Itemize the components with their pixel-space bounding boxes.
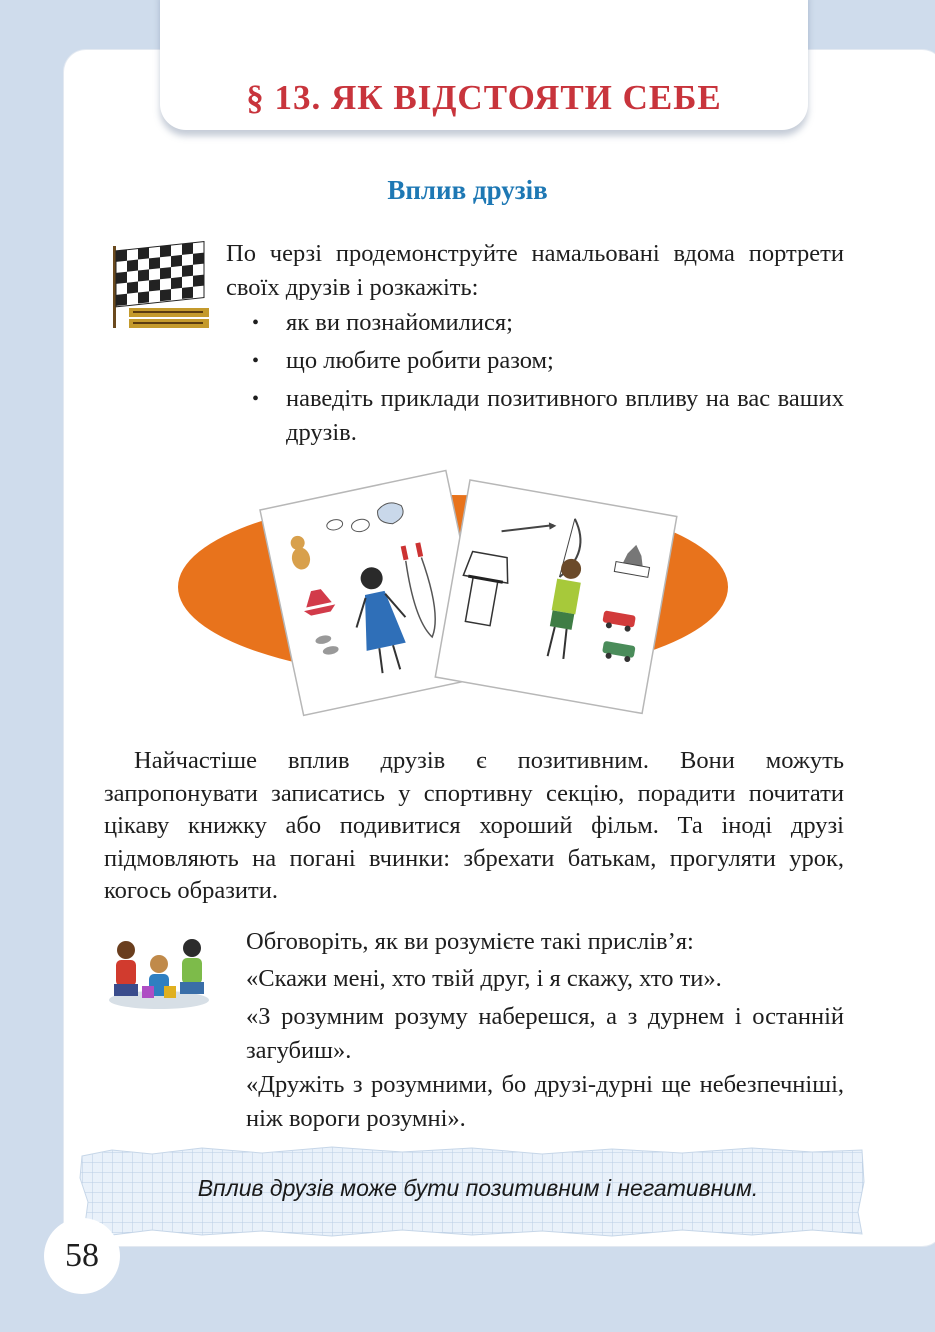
intro-bullet-list	[252, 306, 844, 454]
bullet-item: • наведіть приклади позитивного впливу на вас ваших друзів.	[252, 382, 844, 450]
checkered-flag-icon	[105, 240, 213, 335]
section-subtitle: Вплив друзів	[387, 175, 548, 205]
bullet-item: • як ви познайомилися;	[252, 306, 844, 340]
main-paragraph: Найчастіше вплив друзів є позитивним. Вони можуть запропонувати записатись у спортивну секцію, порадити почитати цікаву книжку або подивитися хороший фільм. Та іноді друзі підмовляють на погані вчинки: збрехати батькам, прогуляти урок, когось образити.	[104, 747, 844, 904]
page-number: 58	[44, 1218, 120, 1294]
bullet-item: • що любите робити разом;	[252, 344, 844, 378]
friends-drawings-illustration	[170, 465, 730, 725]
proverb-item: «З розумним розуму наберешся, а з дурнем і останній загубиш».	[246, 1003, 844, 1064]
intro-text: По черзі продемонструйте намальовані вдома портрети своїх друзів і розкажіть:	[226, 240, 844, 301]
group-discussion-icon	[104, 930, 214, 1012]
discussion-prompt: Обговоріть, як ви розумієте такі прислів’я:	[246, 928, 694, 955]
page-title: § 13. ЯК ВІДСТОЯТИ СЕБЕ	[246, 78, 722, 117]
proverb-item: «Скажи мені, хто твій друг, і я скажу, хто ти».	[246, 965, 722, 992]
proverb-item: «Дружіть з розумними, бо друзі-дурні ще небезпечніші, ніж вороги розумні».	[246, 1071, 844, 1132]
summary-note: Вплив друзів може бути позитивним і негативним.	[197, 1175, 759, 1201]
